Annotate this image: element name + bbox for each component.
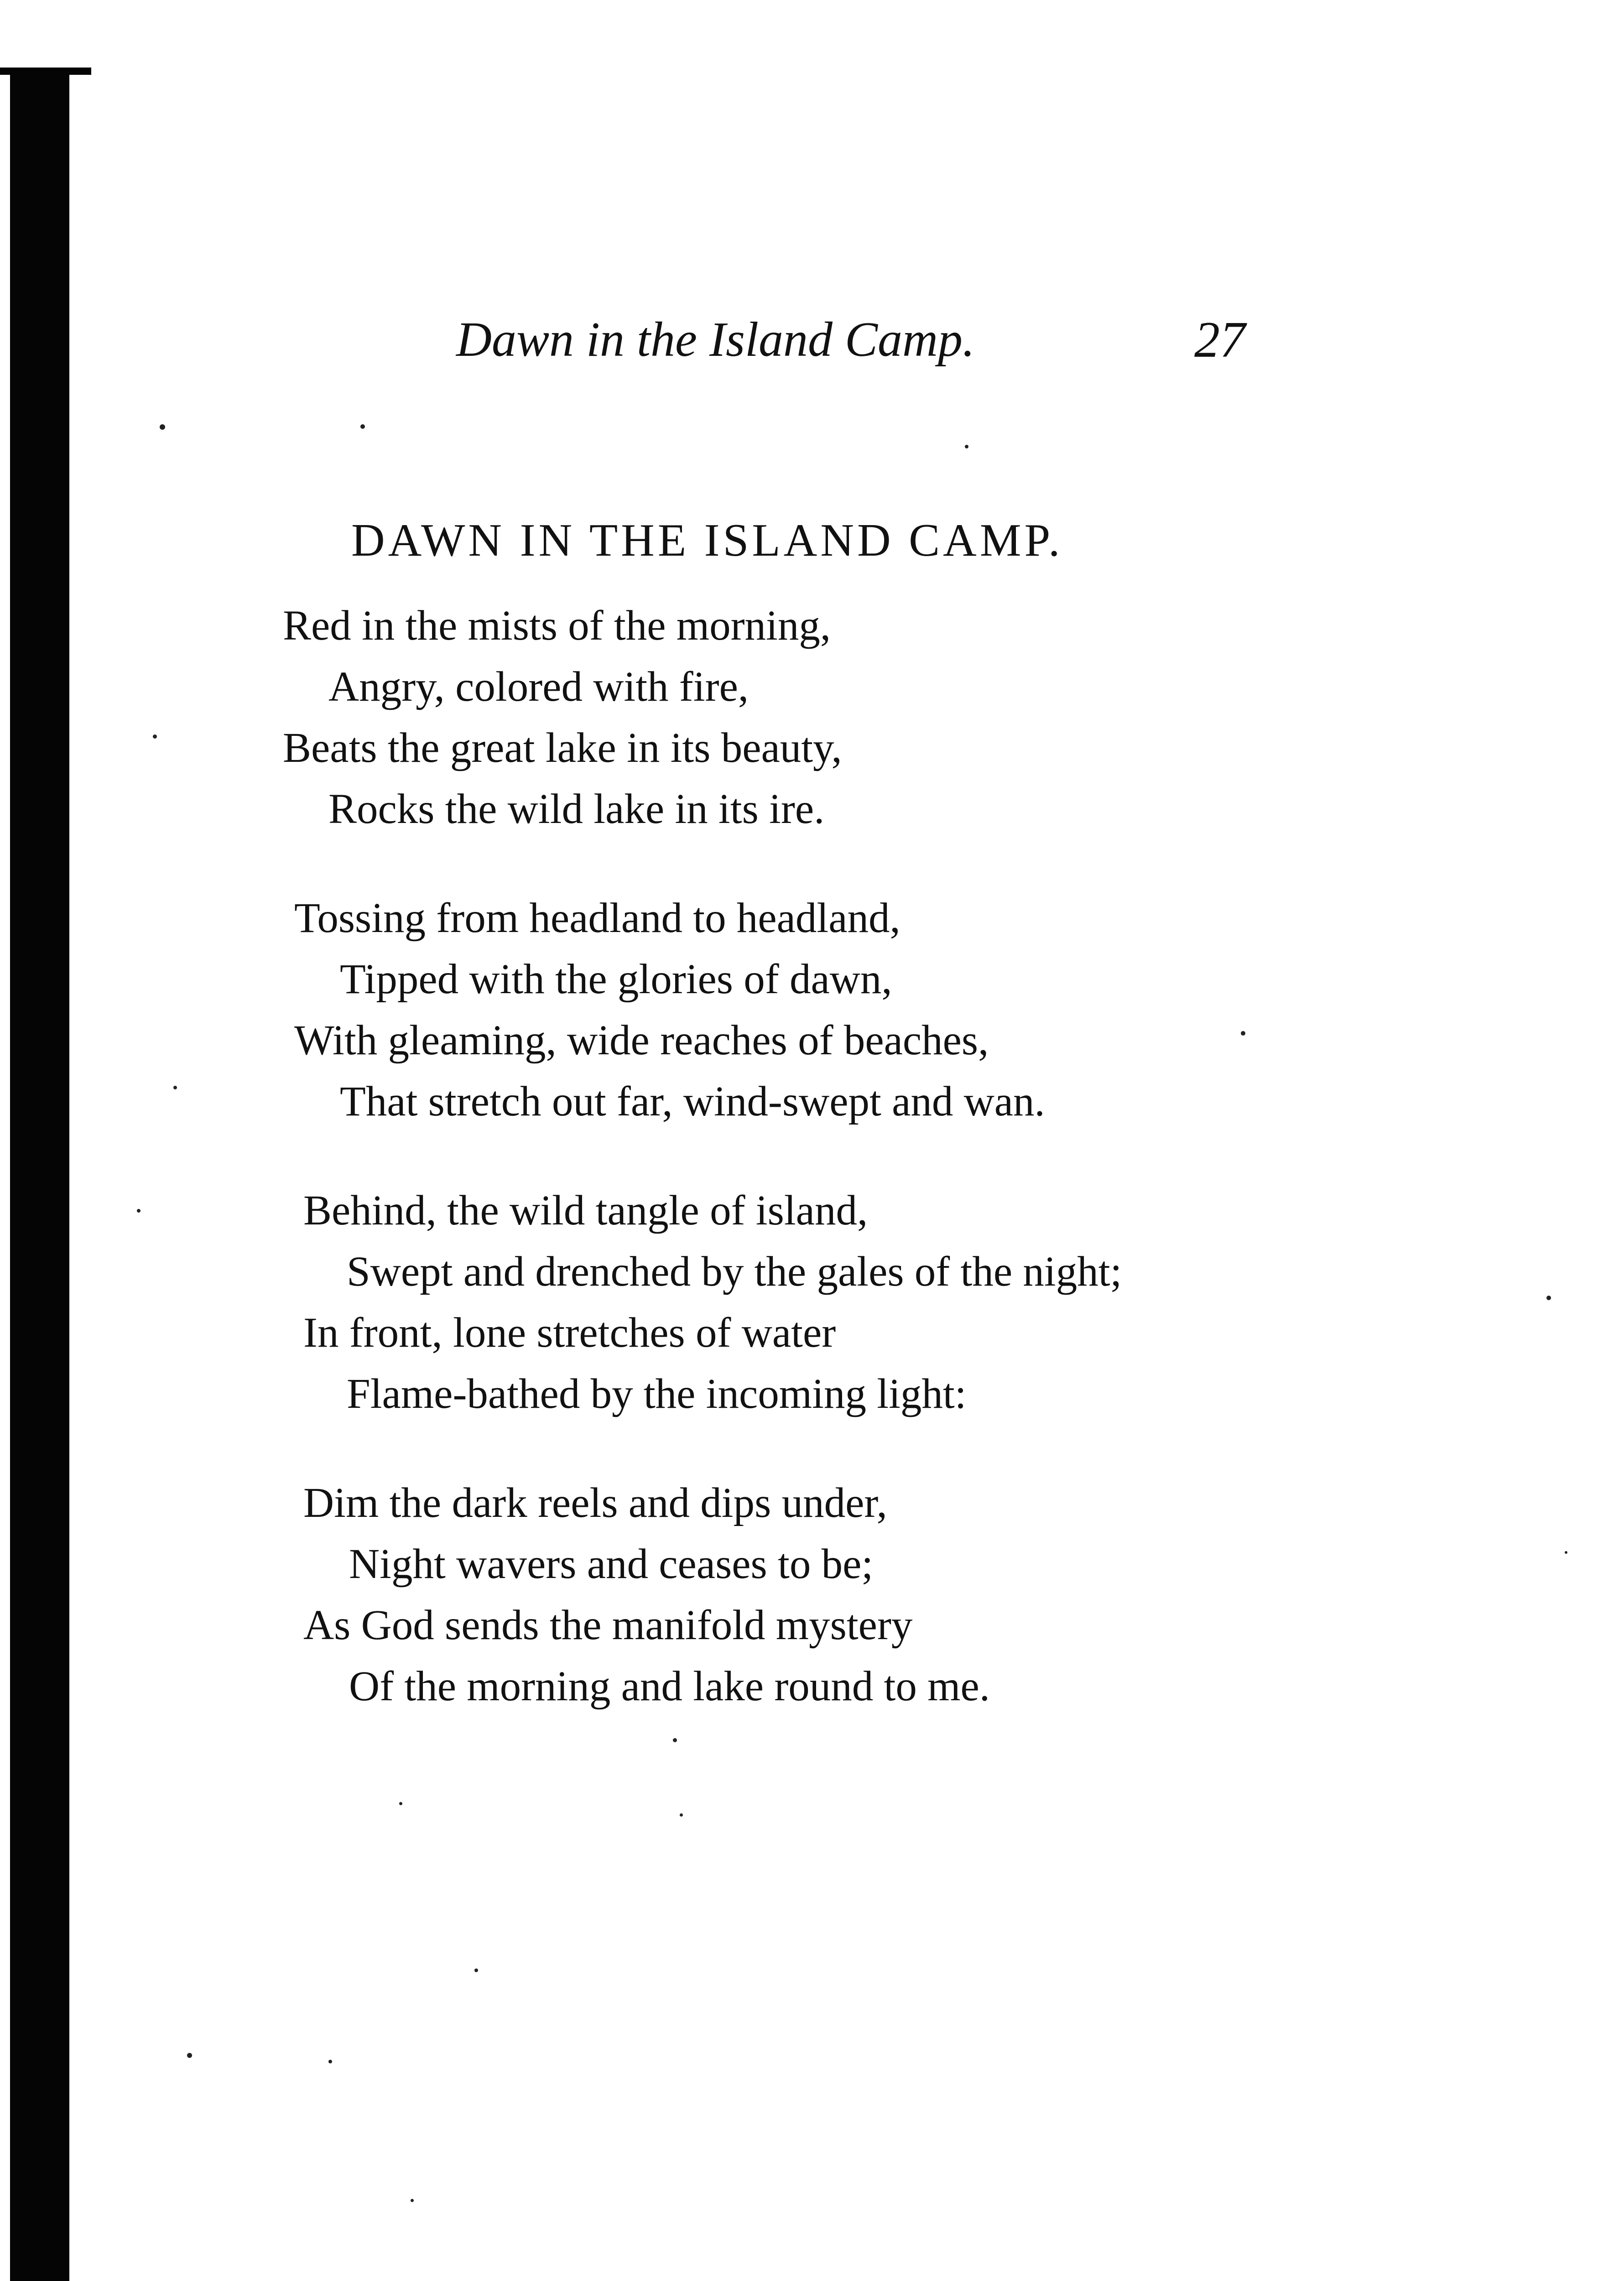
scan-speck (673, 1738, 677, 1742)
poem-title: DAWN IN THE ISLAND CAMP. (351, 515, 1063, 566)
poem-line: Behind, the wild tangle of island, (303, 1187, 868, 1234)
poem-line: Dim the dark reels and dips under, (303, 1479, 887, 1526)
poem-line: As God sends the manifold mystery (303, 1602, 913, 1649)
scan-speck (411, 2199, 414, 2202)
scan-speck (328, 2060, 332, 2063)
poem-line: Tipped with the glories of dawn, (340, 956, 892, 1003)
scan-speck (680, 1813, 683, 1817)
scan-speck (187, 2053, 192, 2058)
poem-line: Angry, colored with fire, (328, 663, 749, 710)
poem-line: Red in the mists of the morning, (283, 602, 831, 649)
poem-line: Flame-bathed by the incoming light: (347, 1370, 967, 1417)
running-head (456, 310, 1245, 370)
poem-line: With gleaming, wide reaches of beaches, (294, 1017, 989, 1064)
stanza (283, 888, 1286, 1132)
poem-body (283, 595, 1286, 1765)
poem-line: Night wavers and ceases to be; (349, 1541, 874, 1588)
poem-line: That stretch out far, wind-swept and wan. (340, 1078, 1045, 1125)
scan-speck (360, 424, 365, 429)
scan-speck (153, 734, 157, 739)
scan-speck (965, 445, 968, 448)
poem-line: Swept and drenched by the gales of the night; (347, 1248, 1122, 1295)
page-binding-shadow (10, 73, 69, 2281)
poem-line: Of the morning and lake round to me. (349, 1663, 990, 1710)
poem-line: Tossing from headland to headland, (294, 895, 900, 942)
page-number: 27 (1194, 312, 1245, 368)
running-head-title: Dawn in the Island Camp. (456, 312, 975, 367)
scan-speck (1546, 1296, 1551, 1300)
scan-speck (173, 1086, 177, 1089)
scan-speck (1241, 1031, 1245, 1036)
scan-speck (474, 1969, 478, 1972)
scan-speck (1565, 1551, 1567, 1554)
scan-speck (160, 424, 165, 430)
stanza (283, 1473, 1286, 1717)
poem-line: In front, lone stretches of water (303, 1309, 836, 1356)
poem-line: Beats the great lake in its beauty, (283, 724, 842, 771)
poem-line: Rocks the wild lake in its ire. (328, 786, 825, 833)
scan-speck (399, 1802, 402, 1805)
stanza (283, 595, 1286, 840)
scan-speck (137, 1209, 141, 1213)
stanza (283, 1180, 1286, 1425)
